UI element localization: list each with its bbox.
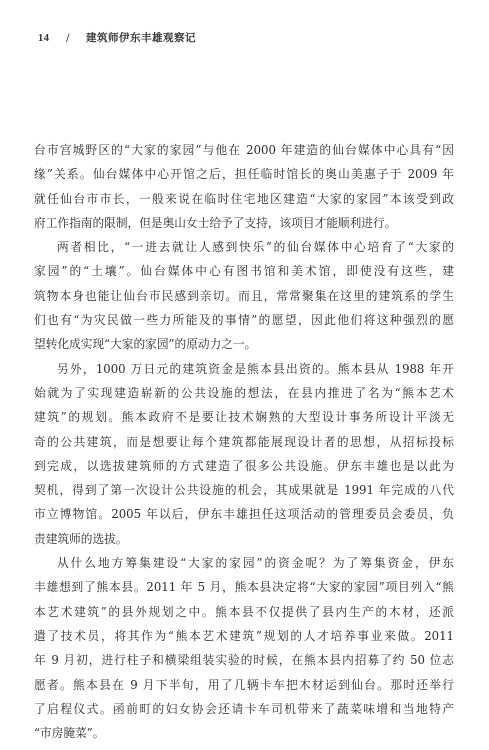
paragraph-3 <box>34 357 454 551</box>
text-line: 到完成，以选拔建筑师的方式建造了很多公共设施。伊东丰雄也是以此为 <box>34 458 454 473</box>
paragraph-4 <box>34 551 454 745</box>
text-line: 责建筑师的选拔。 <box>34 531 128 546</box>
text-line: 始就为了实现建造崭新的公共设施的想法，在县内推进了名为“熊本艺术 <box>34 385 454 400</box>
text-line: 建筑”的规划。熊本政府不是要让技术娴熟的大型设计事务所设计平淡无 <box>34 410 454 425</box>
text-line: 本艺术建筑”的县外规划之中。熊本县不仅提供了县内生产的木材，还派 <box>34 604 454 619</box>
text-line: 家园”的“土壤”。仙台媒体中心有图书馆和美术馆，即使没有这些，建 <box>34 264 454 279</box>
text-line: 奇的公共建筑，而是想要让每个建筑都能展现设计者的思想，从招标投标 <box>34 434 454 449</box>
text-line: 另外，1000 万日元的建筑资金是熊本县出资的。熊本县从 1988 年开 <box>57 361 454 376</box>
text-line: 望转化成实现“大家的家园”的原动力之一。 <box>34 337 257 352</box>
text-line: 契机，得到了第一次设计公共设施的机会，其成果就是 1991 年完成的八代 <box>34 483 454 498</box>
body-text <box>34 138 454 745</box>
text-line: 市立博物馆。2005 年以后，伊东丰雄担任这项活动的管理委员会委员，负 <box>34 507 454 522</box>
text-line: 了启程仪式。函前町的妇女协会还请卡车司机带来了蔬菜味增和当地特产 <box>34 701 454 716</box>
text-line: 愿者。熊本县在 9 月下半旬，用了几辆卡车把木材运到仙台。那时还举行 <box>34 677 454 692</box>
header-separator: / <box>66 32 71 44</box>
page-number: 14 <box>38 33 50 44</box>
text-line: 台市宫城野区的“大家的家园”与他在 2000 年建造的仙台媒体中心具有“因 <box>34 143 454 157</box>
text-line: 从什么地方筹集建设“大家的家园”的资金呢？为了筹集资金，伊东 <box>57 556 454 571</box>
running-header <box>38 30 196 45</box>
text-line: 府工作指南的限制，但是奥山女士给予了支持，该项目才能顺利进行。 <box>34 215 397 230</box>
text-line: “市房腌菜”。 <box>34 726 105 741</box>
paragraph-1 <box>34 138 454 235</box>
text-line: 丰雄想到了熊本县。2011 年 5 月，熊本县决定将“大家的家园”项目列入“熊 <box>34 580 454 595</box>
text-line: 遣了技术员，将其作为“熊本艺术建筑”规划的人才培养事业来做。2011 <box>34 628 454 643</box>
text-line: 两者相比，“一进去就让人感到快乐”的仙台媒体中心培育了“大家的 <box>57 240 454 255</box>
running-title: 建筑师伊东丰雄观察记 <box>86 32 196 44</box>
text-line: 就任仙台市市长，一般来说在临时住宅地区建造“大家的家园”本该受到政 <box>34 191 454 206</box>
text-line: 缘”关系。仙台媒体中心开馆之后，担任临时馆长的奥山美惠子于 2009 年 <box>34 167 454 182</box>
paragraph-2 <box>34 235 454 356</box>
text-line: 年 9 月初，进行柱子和横梁组装实验的时候，在熊本县内招募了约 50 位志 <box>34 653 454 668</box>
text-line: 们也有“为灾民做一些力所能及的事情”的愿望，因此他们将这种强烈的愿 <box>34 313 454 328</box>
text-line: 筑物本身也能让仙台市民感到亲切。而且，常常聚集在这里的建筑系的学生 <box>34 288 454 303</box>
